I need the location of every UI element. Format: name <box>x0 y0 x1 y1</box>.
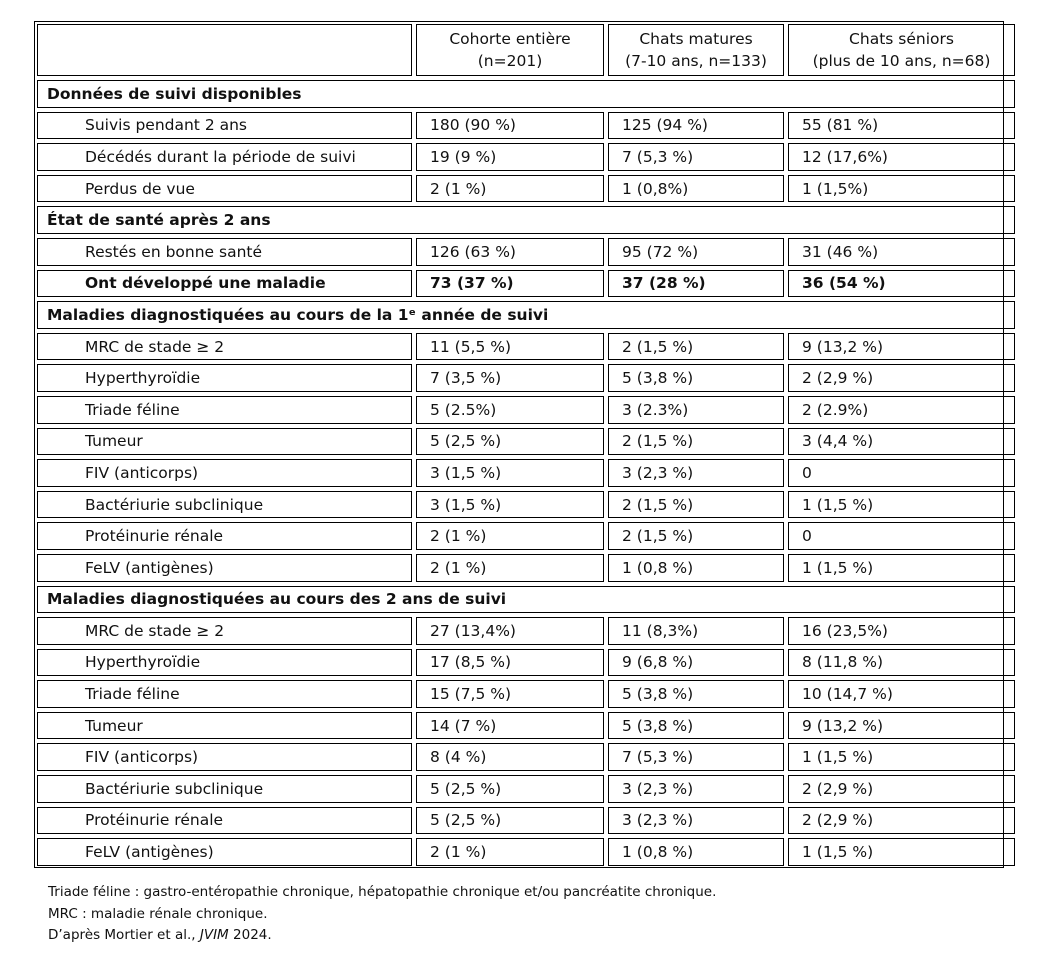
senior-value: 2 (2,9 %) <box>788 807 1015 835</box>
table-row <box>37 491 1015 519</box>
senior-value: 16 (23,5%) <box>788 617 1015 645</box>
table-row <box>37 680 1015 708</box>
source-journal: JVIM <box>199 927 229 943</box>
header-line: (7-10 ans, n=133) <box>625 52 767 70</box>
table-row <box>37 112 1015 140</box>
mature-value: 2 (1,5 %) <box>608 522 784 550</box>
footnote-triade: Triade féline : gastro-entéropathie chronique, hépatopathie chronique et/ou pancréatite chronique. <box>48 884 717 900</box>
mature-value: 1 (0,8 %) <box>608 838 784 866</box>
header-empty <box>37 24 412 76</box>
table-row <box>37 396 1015 424</box>
senior-value: 9 (13,2 %) <box>788 712 1015 740</box>
header-line: Chats matures <box>639 30 753 48</box>
row-label: Hyperthyroïdie <box>37 649 412 677</box>
row-label: Perdus de vue <box>37 175 412 203</box>
row-label: Bactériurie subclinique <box>37 775 412 803</box>
senior-value: 0 <box>788 522 1015 550</box>
header-senior <box>788 24 1015 76</box>
table-row <box>37 143 1015 171</box>
table-row <box>37 428 1015 456</box>
senior-value: 2 (2.9%) <box>788 396 1015 424</box>
senior-value: 1 (1,5 %) <box>788 838 1015 866</box>
section-row <box>37 301 1015 329</box>
table-row <box>37 270 1015 298</box>
footnote-mrc: MRC : maladie rénale chronique. <box>48 905 268 922</box>
header-line: Chats séniors <box>849 30 954 48</box>
header-row <box>37 24 1015 76</box>
cohort-value: 17 (8,5 %) <box>416 649 604 677</box>
table-row <box>37 554 1015 582</box>
cohort-value: 3 (1,5 %) <box>416 491 604 519</box>
mature-value: 2 (1,5 %) <box>608 428 784 456</box>
senior-value: 12 (17,6%) <box>788 143 1015 171</box>
senior-value: 1 (1,5 %) <box>788 491 1015 519</box>
senior-value: 3 (4,4 %) <box>788 428 1015 456</box>
senior-value: 31 (46 %) <box>788 238 1015 266</box>
table-row <box>37 617 1015 645</box>
mature-value: 5 (3,8 %) <box>608 712 784 740</box>
cohort-value: 2 (1 %) <box>416 175 604 203</box>
row-label: Restés en bonne santé <box>37 238 412 266</box>
row-label: Triade féline <box>37 680 412 708</box>
row-label: Ont développé une maladie <box>37 270 412 298</box>
cohort-value: 7 (3,5 %) <box>416 364 604 392</box>
row-label: MRC de stade ≥ 2 <box>37 617 412 645</box>
row-label: Tumeur <box>37 712 412 740</box>
mature-value: 95 (72 %) <box>608 238 784 266</box>
cohort-value: 8 (4 %) <box>416 743 604 771</box>
senior-value: 55 (81 %) <box>788 112 1015 140</box>
mature-value: 1 (0,8 %) <box>608 554 784 582</box>
section-title: Données de suivi disponibles <box>37 80 1015 108</box>
cohort-value: 5 (2,5 %) <box>416 428 604 456</box>
row-label: Bactériurie subclinique <box>37 491 412 519</box>
row-label: FeLV (antigènes) <box>37 838 412 866</box>
mature-value: 1 (0,8%) <box>608 175 784 203</box>
mature-value: 3 (2.3%) <box>608 396 784 424</box>
cohort-value: 126 (63 %) <box>416 238 604 266</box>
table-row <box>37 743 1015 771</box>
cohort-value: 5 (2.5%) <box>416 396 604 424</box>
source-prefix: D’après Mortier et al., <box>48 927 200 943</box>
senior-value: 1 (1,5 %) <box>788 554 1015 582</box>
senior-value: 1 (1,5 %) <box>788 743 1015 771</box>
cohort-value: 27 (13,4%) <box>416 617 604 645</box>
section-title: Maladies diagnostiquées au cours de la 1ᵉ année de suivi <box>37 301 1015 329</box>
cohort-value: 2 (1 %) <box>416 838 604 866</box>
cohort-value: 5 (2,5 %) <box>416 807 604 835</box>
mature-value: 37 (28 %) <box>608 270 784 298</box>
senior-value: 36 (54 %) <box>788 270 1015 298</box>
cohort-value: 15 (7,5 %) <box>416 680 604 708</box>
senior-value: 8 (11,8 %) <box>788 649 1015 677</box>
mature-value: 11 (8,3%) <box>608 617 784 645</box>
table-row <box>37 775 1015 803</box>
results-table <box>33 20 1019 870</box>
row-label: Protéinurie rénale <box>37 522 412 550</box>
section-title: État de santé après 2 ans <box>37 206 1015 234</box>
table-row <box>37 238 1015 266</box>
senior-value: 0 <box>788 459 1015 487</box>
row-label: Hyperthyroïdie <box>37 364 412 392</box>
row-label: FIV (anticorps) <box>37 743 412 771</box>
cohort-value: 5 (2,5 %) <box>416 775 604 803</box>
row-label: FIV (anticorps) <box>37 459 412 487</box>
cohort-value: 73 (37 %) <box>416 270 604 298</box>
mature-value: 9 (6,8 %) <box>608 649 784 677</box>
cohort-value: 19 (9 %) <box>416 143 604 171</box>
table-row <box>37 364 1015 392</box>
mature-value: 2 (1,5 %) <box>608 491 784 519</box>
cohort-value: 2 (1 %) <box>416 522 604 550</box>
section-row <box>37 206 1015 234</box>
mature-value: 7 (5,3 %) <box>608 743 784 771</box>
cohort-value: 11 (5,5 %) <box>416 333 604 361</box>
table-row <box>37 838 1015 866</box>
header-mature <box>608 24 784 76</box>
table-row <box>37 175 1015 203</box>
section-row <box>37 80 1015 108</box>
row-label: Triade féline <box>37 396 412 424</box>
header-line: (plus de 10 ans, n=68) <box>812 52 991 70</box>
mature-value: 2 (1,5 %) <box>608 333 784 361</box>
section-title: Maladies diagnostiquées au cours des 2 ans de suivi <box>37 586 1015 614</box>
row-label: Tumeur <box>37 428 412 456</box>
table-row <box>37 333 1015 361</box>
senior-value: 1 (1,5%) <box>788 175 1015 203</box>
mature-value: 5 (3,8 %) <box>608 364 784 392</box>
mature-value: 3 (2,3 %) <box>608 775 784 803</box>
row-label: Décédés durant la période de suivi <box>37 143 412 171</box>
mature-value: 5 (3,8 %) <box>608 680 784 708</box>
senior-value: 2 (2,9 %) <box>788 364 1015 392</box>
cohort-value: 3 (1,5 %) <box>416 459 604 487</box>
mature-value: 3 (2,3 %) <box>608 807 784 835</box>
footnote-source <box>48 925 716 947</box>
source-suffix: 2024. <box>228 927 272 943</box>
footnotes <box>48 882 716 947</box>
header-line: Cohorte entière <box>449 30 571 48</box>
mature-value: 7 (5,3 %) <box>608 143 784 171</box>
section-row <box>37 586 1015 614</box>
header-cohort <box>416 24 604 76</box>
row-label: MRC de stade ≥ 2 <box>37 333 412 361</box>
table-row <box>37 459 1015 487</box>
table-row <box>37 807 1015 835</box>
senior-value: 10 (14,7 %) <box>788 680 1015 708</box>
cohort-value: 14 (7 %) <box>416 712 604 740</box>
senior-value: 9 (13,2 %) <box>788 333 1015 361</box>
mature-value: 125 (94 %) <box>608 112 784 140</box>
table-row <box>37 522 1015 550</box>
cohort-value: 2 (1 %) <box>416 554 604 582</box>
table-row <box>37 649 1015 677</box>
row-label: Protéinurie rénale <box>37 807 412 835</box>
table-body <box>37 80 1015 866</box>
cohort-value: 180 (90 %) <box>416 112 604 140</box>
senior-value: 2 (2,9 %) <box>788 775 1015 803</box>
mature-value: 3 (2,3 %) <box>608 459 784 487</box>
header-line: (n=201) <box>477 52 543 70</box>
row-label: Suivis pendant 2 ans <box>37 112 412 140</box>
table-row <box>37 712 1015 740</box>
row-label: FeLV (antigènes) <box>37 554 412 582</box>
